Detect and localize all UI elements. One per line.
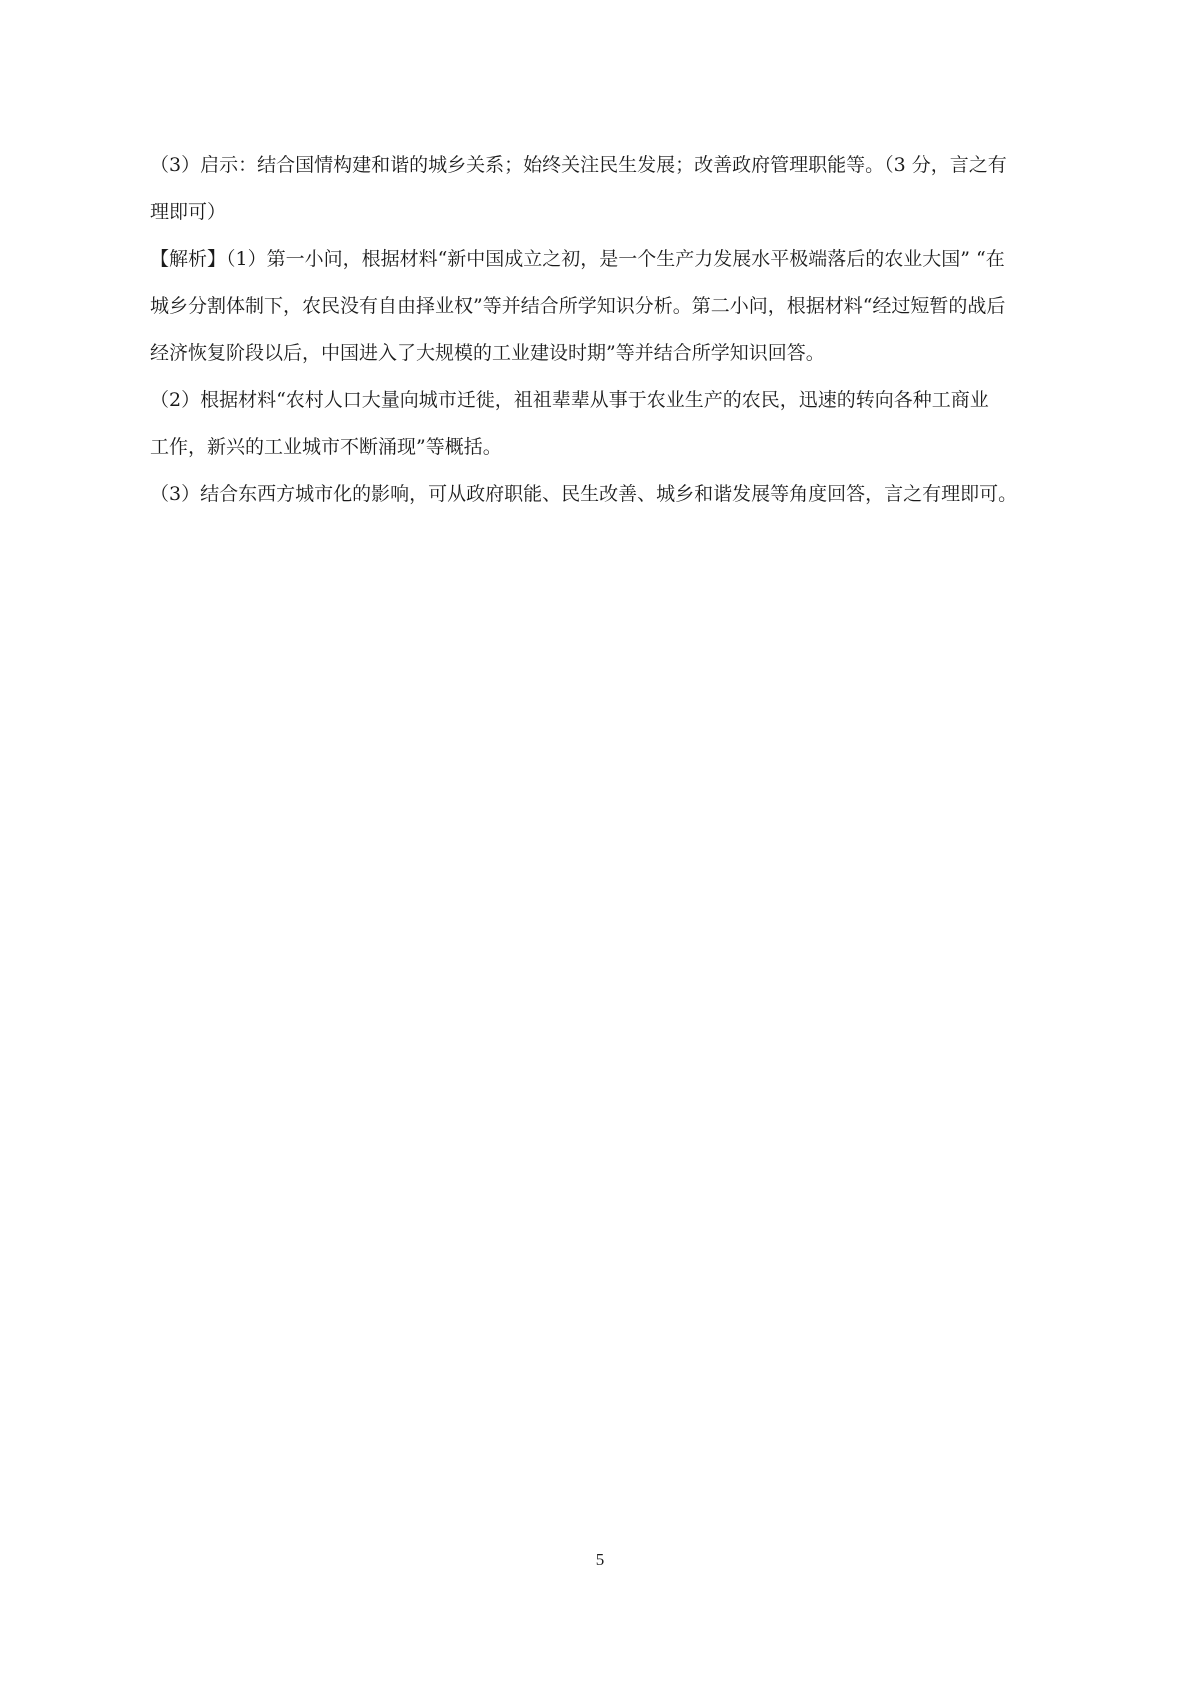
- page-number: 5: [595, 1550, 605, 1569]
- answer-3-line-2: 理即可）: [150, 201, 227, 223]
- answer-text-block: [150, 150, 1085, 526]
- analysis-3-line-1: （3）结合东西方城市化的影响，可从政府职能、民生改善、城乡和谐发展等角度回答，言之有理即可。: [150, 483, 1018, 505]
- analysis-2-line-1: （2）根据材料“农村人口大量向城市迁徙，祖祖辈辈从事于农业生产的农民，迅速的转向各种工商业: [150, 389, 989, 411]
- analysis-1-line-3: 经济恢复阶段以后，中国进入了大规模的工业建设时期”等并结合所学知识回答。: [150, 342, 825, 364]
- analysis-2-line-2: 工作，新兴的工业城市不断涌现”等概括。: [150, 436, 502, 458]
- analysis-1-line-1: 【解析】（1）第一小问，根据材料“新中国成立之初，是一个生产力发展水平极端落后的农业大国” “在: [150, 248, 1005, 270]
- answer-3-line-1: （3）启示：结合国情构建和谐的城乡关系；始终关注民生发展；改善政府管理职能等。（3 分，言之有: [150, 154, 1007, 176]
- analysis-1-line-2: 城乡分割体制下，农民没有自由择业权”等并结合所学知识分析。第二小问，根据材料“经过短暂的战后: [150, 295, 1006, 317]
